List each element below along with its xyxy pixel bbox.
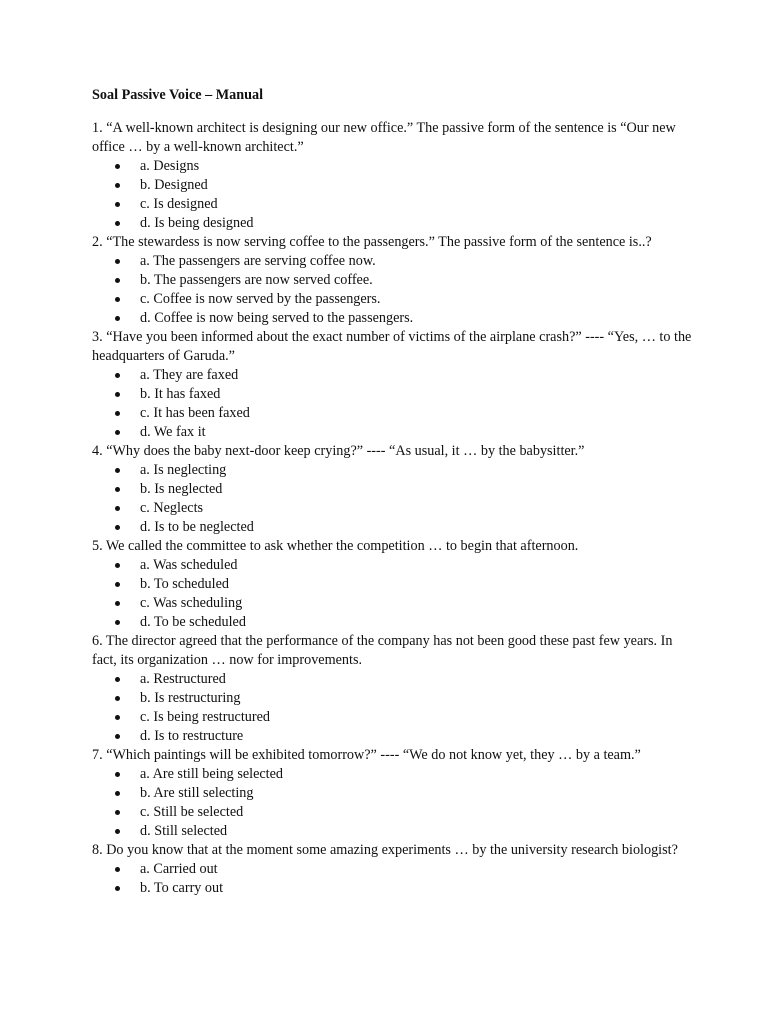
question-text: 8. Do you know that at the moment some amazing experiments … by the university research biologist?	[92, 842, 678, 858]
question-text: 7. “Which paintings will be exhibited tomorrow?” ---- “We do not know yet, they … by a team.”	[92, 747, 641, 763]
bullet-icon	[115, 373, 120, 378]
option-label: b. Are still selecting	[140, 785, 254, 801]
bullet-icon	[115, 601, 120, 606]
option-item	[92, 670, 692, 689]
question-text: 6. The director agreed that the performance of the company has not been good these past few years. In fact, its organization … now for improvements.	[92, 633, 673, 668]
option-label: b. It has faxed	[140, 386, 221, 402]
option-label: d. We fax it	[140, 424, 206, 440]
question-6	[92, 632, 692, 746]
option-label: d. Is to restructure	[140, 728, 244, 744]
bullet-icon	[115, 278, 120, 283]
bullet-icon	[115, 696, 120, 701]
bullet-icon	[115, 297, 120, 302]
option-item	[92, 879, 692, 898]
bullet-icon	[115, 772, 120, 777]
option-label: a. Is neglecting	[140, 462, 227, 478]
option-label: d. Coffee is now being served to the passengers.	[140, 310, 414, 326]
option-item	[92, 176, 692, 195]
option-list	[92, 461, 692, 537]
question-4	[92, 442, 692, 537]
option-item	[92, 575, 692, 594]
bullet-icon	[115, 829, 120, 834]
option-item	[92, 499, 692, 518]
option-label: c. Is designed	[140, 196, 218, 212]
bullet-icon	[115, 506, 120, 511]
option-label: b. Designed	[140, 177, 208, 193]
bullet-icon	[115, 791, 120, 796]
question-1	[92, 119, 692, 233]
option-label: b. To carry out	[140, 880, 224, 896]
option-item	[92, 157, 692, 176]
bullet-icon	[115, 183, 120, 188]
bullet-icon	[115, 202, 120, 207]
bullet-icon	[115, 715, 120, 720]
option-label: b. To scheduled	[140, 576, 229, 592]
document-page	[92, 86, 692, 898]
option-item	[92, 594, 692, 613]
bullet-icon	[115, 563, 120, 568]
option-list	[92, 670, 692, 746]
option-label: a. Designs	[140, 158, 200, 174]
question-2	[92, 233, 692, 328]
question-text: 4. “Why does the baby next-door keep crying?” ---- “As usual, it … by the babysitter.”	[92, 443, 585, 459]
bullet-icon	[115, 487, 120, 492]
option-item	[92, 252, 692, 271]
option-item	[92, 195, 692, 214]
option-label: c. Was scheduling	[140, 595, 243, 611]
option-item	[92, 860, 692, 879]
option-item	[92, 423, 692, 442]
option-item	[92, 309, 692, 328]
option-label: d. Is to be neglected	[140, 519, 254, 535]
bullet-icon	[115, 582, 120, 587]
option-item	[92, 366, 692, 385]
option-item	[92, 385, 692, 404]
bullet-icon	[115, 430, 120, 435]
option-label: d. Still selected	[140, 823, 228, 839]
option-item	[92, 765, 692, 784]
option-item	[92, 290, 692, 309]
option-item	[92, 404, 692, 423]
option-list	[92, 157, 692, 233]
option-item	[92, 708, 692, 727]
bullet-icon	[115, 677, 120, 682]
option-label: c. Coffee is now served by the passengers.	[140, 291, 381, 307]
document-title: Soal Passive Voice – Manual	[92, 87, 264, 103]
option-label: a. The passengers are serving coffee now.	[140, 253, 376, 269]
option-label: a. Carried out	[140, 861, 218, 877]
option-label: c. Is being restructured	[140, 709, 271, 725]
option-item	[92, 271, 692, 290]
bullet-icon	[115, 411, 120, 416]
option-label: c. Still be selected	[140, 804, 244, 820]
option-label: b. Is neglected	[140, 481, 223, 497]
bullet-icon	[115, 316, 120, 321]
question-list	[92, 119, 692, 898]
option-list	[92, 556, 692, 632]
option-list	[92, 860, 692, 898]
question-8	[92, 841, 692, 898]
question-text: 2. “The stewardess is now serving coffee to the passengers.” The passive form of the sentence is..?	[92, 234, 652, 250]
option-item	[92, 822, 692, 841]
option-item	[92, 689, 692, 708]
option-label: d. To be scheduled	[140, 614, 246, 630]
option-list	[92, 252, 692, 328]
bullet-icon	[115, 620, 120, 625]
option-label: b. The passengers are now served coffee.	[140, 272, 373, 288]
option-label: b. Is restructuring	[140, 690, 241, 706]
bullet-icon	[115, 259, 120, 264]
question-3	[92, 328, 692, 442]
question-7	[92, 746, 692, 841]
option-item	[92, 214, 692, 233]
bullet-icon	[115, 734, 120, 739]
option-label: a. Restructured	[140, 671, 226, 687]
bullet-icon	[115, 221, 120, 226]
option-item	[92, 803, 692, 822]
option-label: d. Is being designed	[140, 215, 254, 231]
option-label: a. They are faxed	[140, 367, 239, 383]
bullet-icon	[115, 810, 120, 815]
option-label: c. It has been faxed	[140, 405, 250, 421]
bullet-icon	[115, 392, 120, 397]
bullet-icon	[115, 525, 120, 530]
question-text: 1. “A well-known architect is designing our new office.” The passive form of the sentence is “Our new office … by a well-known architect.”	[92, 120, 676, 155]
option-label: a. Was scheduled	[140, 557, 238, 573]
question-text: 3. “Have you been informed about the exact number of victims of the airplane crash?” ---- “Yes, … to the headquarters of Garuda.”	[92, 329, 692, 364]
option-item	[92, 613, 692, 632]
option-item	[92, 556, 692, 575]
question-text: 5. We called the committee to ask whether the competition … to begin that afternoon.	[92, 538, 579, 554]
option-item	[92, 518, 692, 537]
option-list	[92, 765, 692, 841]
option-item	[92, 461, 692, 480]
option-item	[92, 784, 692, 803]
bullet-icon	[115, 867, 120, 872]
option-item	[92, 727, 692, 746]
option-list	[92, 366, 692, 442]
bullet-icon	[115, 468, 120, 473]
option-label: c. Neglects	[140, 500, 204, 516]
bullet-icon	[115, 886, 120, 891]
option-item	[92, 480, 692, 499]
bullet-icon	[115, 164, 120, 169]
option-label: a. Are still being selected	[140, 766, 284, 782]
question-5	[92, 537, 692, 632]
